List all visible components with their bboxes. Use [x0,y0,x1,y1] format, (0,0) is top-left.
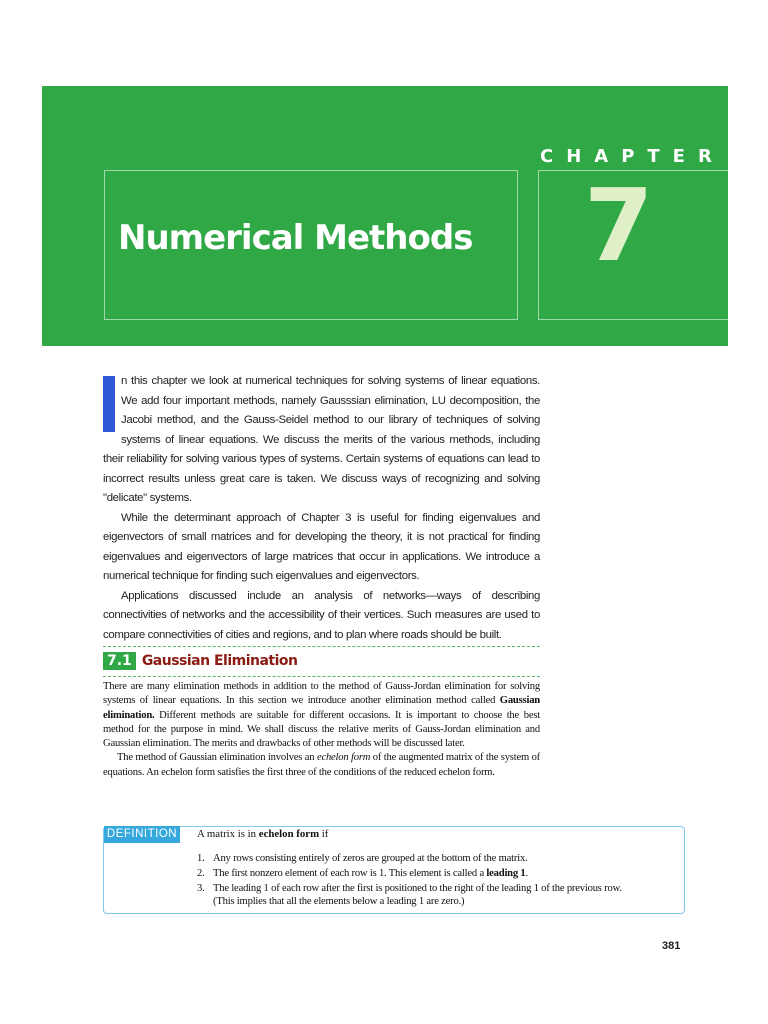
chapter-title: Numerical Methods [118,218,473,258]
section-rule-bottom [103,676,540,677]
term-leading-1: leading 1 [486,868,526,879]
intro-paragraph-1: n this chapter we look at numerical techniques for solving systems of linear equations. We add four important methods, namely Gausssian elimination, LU decomposition, the Jacobi method, and the Gauss-Seidel method to our library of techniques of solving systems of linear equations. We discuss the merits of the various methods, including their reliability for solving various types of systems. Certain systems of equations can lead to incorrect results unless great care is taken. We discuss ways of recognizing and solving "delicate" systems. [103,375,540,504]
intro-paragraph-3: Applications discussed include an analysis of networks—ways of describing connectivities of networks and the accessibility of their vertices. Such measures are used to compare connectivities of cities and regions, and to plan where roads should be built. [103,589,540,641]
section-title: Gaussian Elimination [141,653,298,670]
section-paragraph-2: The method of Gaussian elimination involves an echelon form of the augmented matrix of the system of equations. An echelon form satisfies the first three of the conditions of the reduced echelon form. [103,752,540,778]
section-number: 7.1 [103,652,136,670]
term-gaussian-elimination: Gaussian elimination. [103,695,540,721]
drop-cap [103,376,115,432]
definition-conditions [197,851,687,896]
section-rule-top [103,646,540,647]
chapter-number: 7 [584,167,654,284]
term-echelon-form-def: echelon form [258,828,320,840]
term-echelon-form: echelon form [316,752,371,764]
section-body [103,680,540,780]
chapter-introduction [103,372,540,645]
chapter-label: CHAPTER [540,146,725,167]
page-number: 381 [662,940,681,952]
definition-tag: DEFINITION [104,826,180,843]
definition-note: (This implies that all the elements below a leading 1 are zero.) [213,896,465,907]
condition-item: 3. The leading 1 of each row after the first is positioned to the right of the leading 1 of the previous row. [197,883,622,894]
section-heading [103,652,298,674]
definition-intro: A matrix is in echelon form if [197,828,329,840]
intro-paragraph-2: While the determinant approach of Chapter 3 is useful for finding eigenvalues and eigenvectors of small matrices and for developing the theory, it is not practical for finding eigenvalues and eigenvectors of large matrices that occur in applications. We introduce a numerical technique for finding such eigenvalues and eigenvectors. [103,511,540,582]
condition-item: 1. Any rows consisting entirely of zeros are grouped at the bottom of the matrix. [197,853,528,864]
section-paragraph-1: There are many elimination methods in addition to the method of Gauss-Jordan elimination for solving systems of linear equations. In this section we introduce another elimination method called Gaussian elimination. Different methods are suitable for different occasions. It is important to choose the best method for the purpose in mind. We shall discuss the relative merits of Gauss-Jordan elimination and Gaussian elimination. The merits and drawbacks of other methods will be discussed later. [103,681,540,750]
condition-item: 2. The first nonzero element of each row is 1. This element is called a leading 1. [197,868,528,879]
